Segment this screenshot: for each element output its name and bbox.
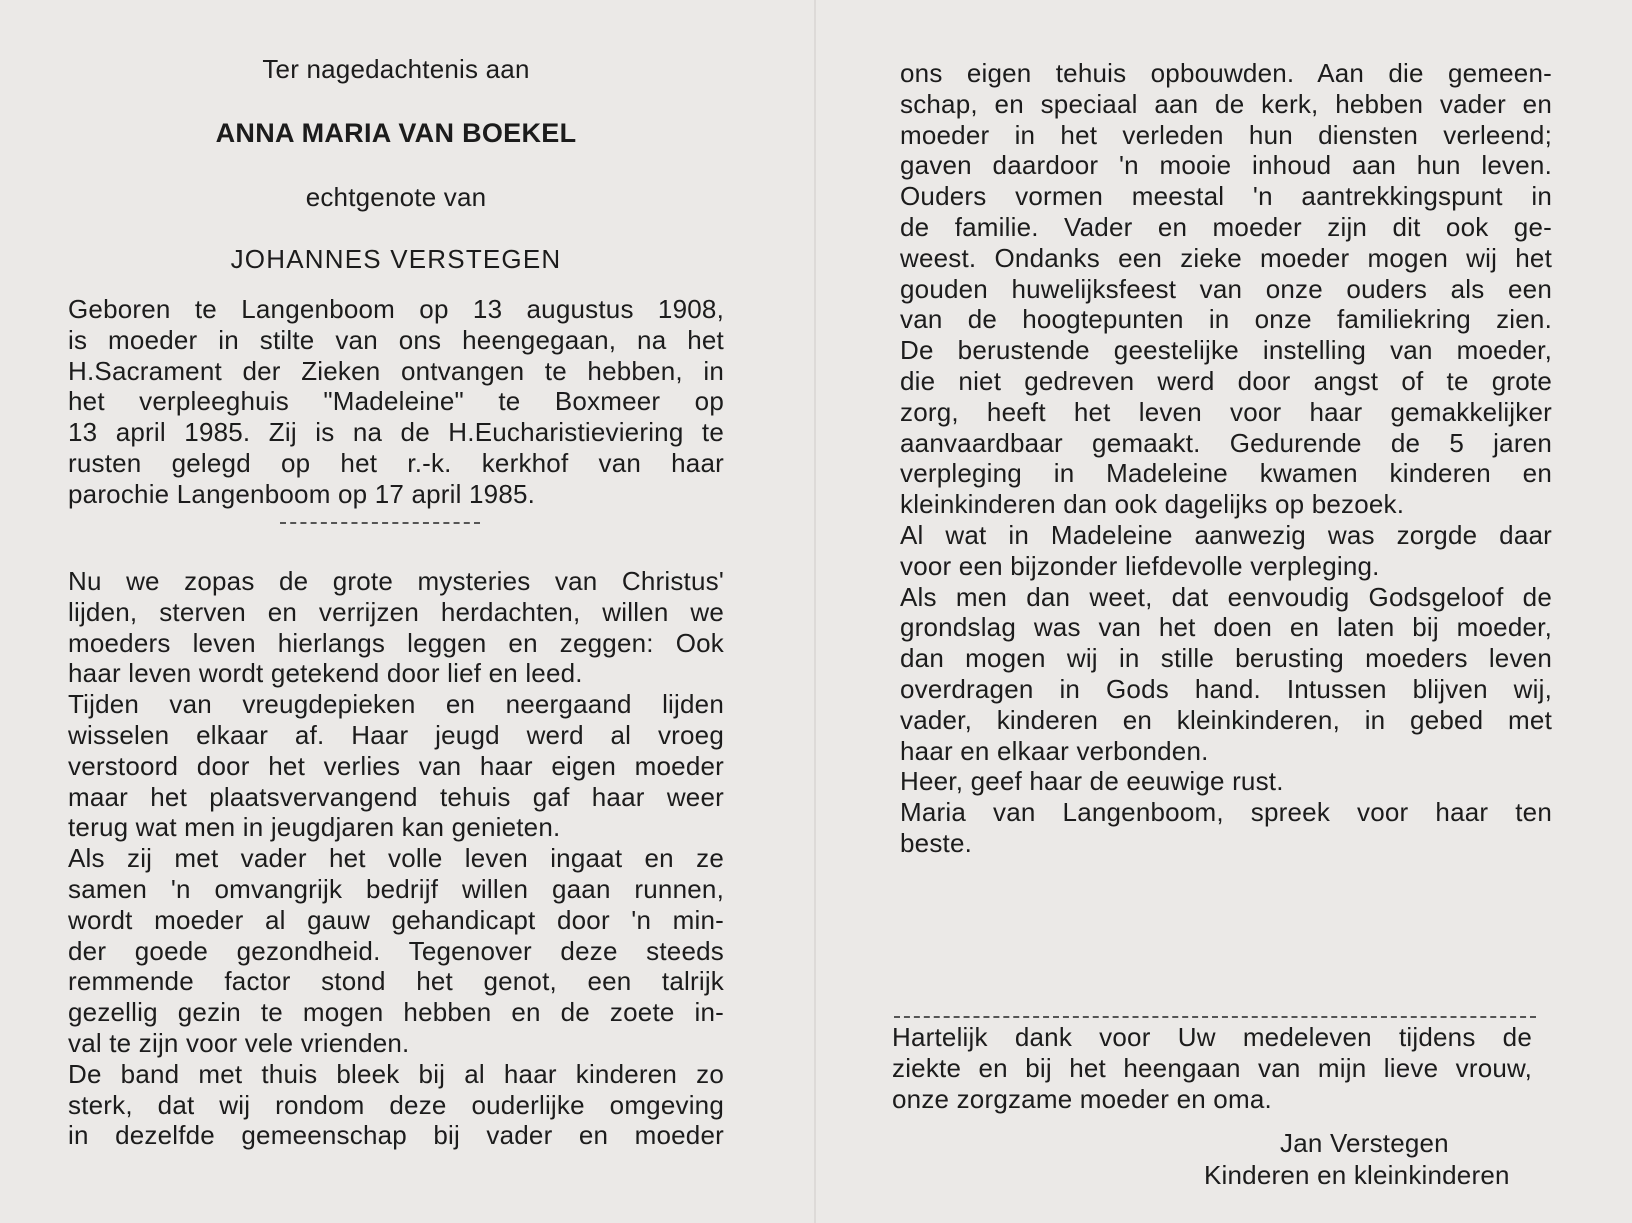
text-line: haar en elkaar verbonden. [900, 735, 1209, 766]
text-line: beste. [900, 827, 973, 858]
text-line: de familie. Vader en moeder zijn dit ook ge- [900, 211, 1552, 242]
text-line: Ouders vormen meestal 'n aantrekkingspunt in [900, 181, 1552, 212]
thank-you-note [892, 1022, 1532, 1114]
text-line: moeders leven hierlangs leggen en zeggen: Ook [68, 627, 724, 658]
biography-line: parochie Langenboom op 17 april 1985. [68, 478, 536, 509]
text-line: Heer, geef haar de eeuwige rust. [900, 766, 1284, 797]
memorial-text-right [900, 58, 1552, 859]
biography-line: Geboren te Langenboom op 13 augustus 1908, [68, 294, 724, 324]
text-line: haar leven wordt getekend door lief en leed. [68, 658, 583, 689]
text-line: Als men dan weet, dat eenvoudig Godsgeloof de [900, 581, 1552, 612]
husband-name: JOHANNES VERSTEGEN [230, 244, 562, 274]
text-line: voor een bijzonder liefdevolle verpleging. [900, 550, 1380, 581]
memorial-intro: Ter nagedachtenis aan [262, 54, 530, 84]
thanks-line: Hartelijk dank voor Uw medeleven tijdens de [892, 1022, 1532, 1052]
text-line: Tijden van vreugdepieken en neergaand lijden [68, 689, 724, 720]
text-line: terug wat men in jeugdjaren kan genieten. [68, 812, 561, 843]
biography-line: rusten gelegd op het r.-k. kerkhof van haar [68, 447, 724, 478]
thanks-line: ziekte en bij het heengaan van mijn lieve vrouw, [892, 1052, 1532, 1083]
text-line: kleinkinderen dan ook dagelijks op bezoek. [900, 489, 1405, 520]
text-line: vader, kinderen en kleinkinderen, in gebed met [900, 704, 1552, 735]
separator-long [894, 1016, 1536, 1018]
text-line: Al wat in Madeleine aanwezig was zorgde daar [900, 519, 1552, 550]
text-line: De band met thuis bleek bij al haar kinderen zo [68, 1058, 724, 1089]
text-line: moeder in het verleden hun diensten verleend; [900, 119, 1552, 150]
thanks-line: onze zorgzame moeder en oma. [892, 1083, 1272, 1114]
memorial-text-left [68, 566, 724, 1151]
text-line: gaven daardoor 'n mooie inhoud aan hun leven. [900, 150, 1552, 181]
text-line: ons eigen tehuis opbouwden. Aan die gemeen- [900, 58, 1552, 88]
text-line: samen 'n omvangrijk bedrijf willen gaan runnen, [68, 873, 724, 904]
text-line: schap, en speciaal aan de kerk, hebben vader en [900, 88, 1552, 119]
text-line: grondslag was van het doen en laten bij moeder, [900, 612, 1552, 643]
text-line: in dezelfde gemeenschap bij vader en moeder [68, 1120, 724, 1151]
text-line: Maria van Langenboom, spreek voor haar ten [900, 797, 1552, 828]
signature-family: Kinderen en kleinkinderen [1204, 1160, 1510, 1190]
text-line: verpleging in Madeleine kwamen kinderen en [900, 458, 1552, 489]
text-line: dan mogen wij in stille berusting moeders leven [900, 643, 1552, 674]
text-line: lijden, sterven en verrijzen herdachten, willen we [68, 596, 724, 627]
text-line: gouden huwelijksfeest van onze ouders als een [900, 273, 1552, 304]
card-fold [814, 0, 816, 1223]
text-line: Nu we zopas de grote mysteries van Christus' [68, 566, 724, 596]
text-line: maar het plaatsvervangend tehuis gaf haar weer [68, 781, 724, 812]
biography-line: is moeder in stilte van ons heengegaan, na het [68, 324, 724, 355]
text-line: zorg, heeft het leven voor haar gemakkelijker [900, 396, 1552, 427]
text-line: wordt moeder al gauw gehandicapt door 'n min- [68, 904, 724, 935]
text-line: Als zij met vader het volle leven ingaat en ze [68, 843, 724, 874]
text-line: sterk, dat wij rondom deze ouderlijke omgeving [68, 1089, 724, 1120]
text-line: wisselen elkaar af. Haar jeugd werd al vroeg [68, 719, 724, 750]
text-line: gezellig gezin te mogen hebben en de zoete in- [68, 997, 724, 1028]
biography-line: 13 april 1985. Zij is na de H.Eucharistieviering te [68, 417, 724, 448]
text-line: verstoord door het verlies van haar eigen moeder [68, 750, 724, 781]
biography-line: H.Sacrament der Zieken ontvangen te hebben, in [68, 355, 724, 386]
text-line: overdragen in Gods hand. Intussen blijven wij, [900, 673, 1552, 704]
spouse-of-label: echtgenote van [305, 182, 487, 212]
biography-paragraph [68, 294, 724, 510]
text-line: val te zijn voor vele vrienden. [68, 1027, 410, 1058]
text-line: van de hoogtepunten in onze familiekring zien. [900, 304, 1552, 335]
text-line: De berustende geestelijke instelling van moeder, [900, 335, 1552, 366]
text-line: weest. Ondanks een zieke moeder mogen wij het [900, 242, 1552, 273]
text-line: aanvaardbaar gemaakt. Gedurende de 5 jaren [900, 427, 1552, 458]
text-line: die niet gedreven werd door angst of te grote [900, 365, 1552, 396]
separator-short [280, 522, 480, 524]
signature-name: Jan Verstegen [1280, 1128, 1449, 1158]
text-line: der goede gezondheid. Tegenover deze steeds [68, 935, 724, 966]
text-line: remmende factor stond het genot, een talrijk [68, 966, 724, 997]
deceased-name: ANNA MARIA VAN BOEKEL [215, 118, 577, 148]
biography-line: het verpleeghuis "Madeleine" te Boxmeer op [68, 386, 724, 417]
